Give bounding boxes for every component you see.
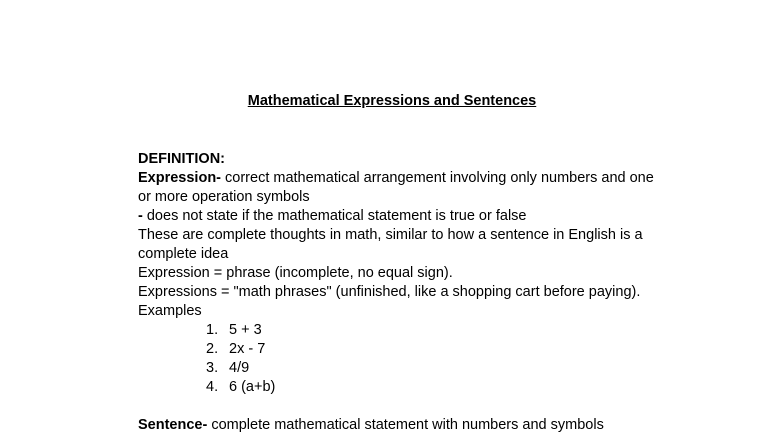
sentence-definition-line-1 — [138, 416, 698, 435]
note-dash: - — [138, 208, 143, 224]
expression-definition-text: correct mathematical arrangement involving only numbers and one — [221, 170, 654, 186]
list-item-text: 2x - 7 — [229, 341, 266, 357]
list-item — [138, 321, 698, 340]
examples-label: Examples — [138, 303, 202, 319]
document-body — [138, 150, 698, 435]
math-phrases-line: Expressions = "math phrases" (unfinished, like a shopping cart before paying). — [138, 284, 641, 300]
list-item-text: 6 (a+b) — [229, 379, 276, 395]
complete-thought-line-1: These are complete thoughts in math, similar to how a sentence in English is a — [138, 227, 643, 243]
examples-list — [138, 321, 698, 397]
complete-thought-line-2: complete idea — [138, 246, 229, 262]
list-item-number: 1. — [206, 322, 219, 338]
list-item-text: 5 + 3 — [229, 322, 262, 338]
expression-definition-line-1 — [138, 169, 698, 188]
expression-note — [138, 207, 698, 226]
list-item — [138, 340, 698, 359]
definition-heading: DEFINITION: — [138, 151, 225, 167]
expression-note-text: does not state if the mathematical statement is true or false — [142, 208, 527, 224]
list-item-number: 4. — [206, 379, 219, 395]
list-item — [138, 378, 698, 397]
sentence-definition-text: complete mathematical statement with numbers and symbols — [207, 417, 604, 433]
sentence-term: Sentence- — [138, 417, 208, 433]
paragraph-spacer — [138, 397, 698, 416]
list-item-number: 3. — [206, 360, 219, 376]
list-item-number: 2. — [206, 341, 219, 357]
expression-definition-line-2: or more operation symbols — [138, 189, 310, 205]
list-item — [138, 359, 698, 378]
list-item-text: 4/9 — [229, 360, 250, 376]
expression-term: Expression- — [138, 170, 221, 186]
expression-phrase-line: Expression = phrase (incomplete, no equal sign). — [138, 265, 453, 281]
page-title: Mathematical Expressions and Sentences — [247, 93, 537, 109]
